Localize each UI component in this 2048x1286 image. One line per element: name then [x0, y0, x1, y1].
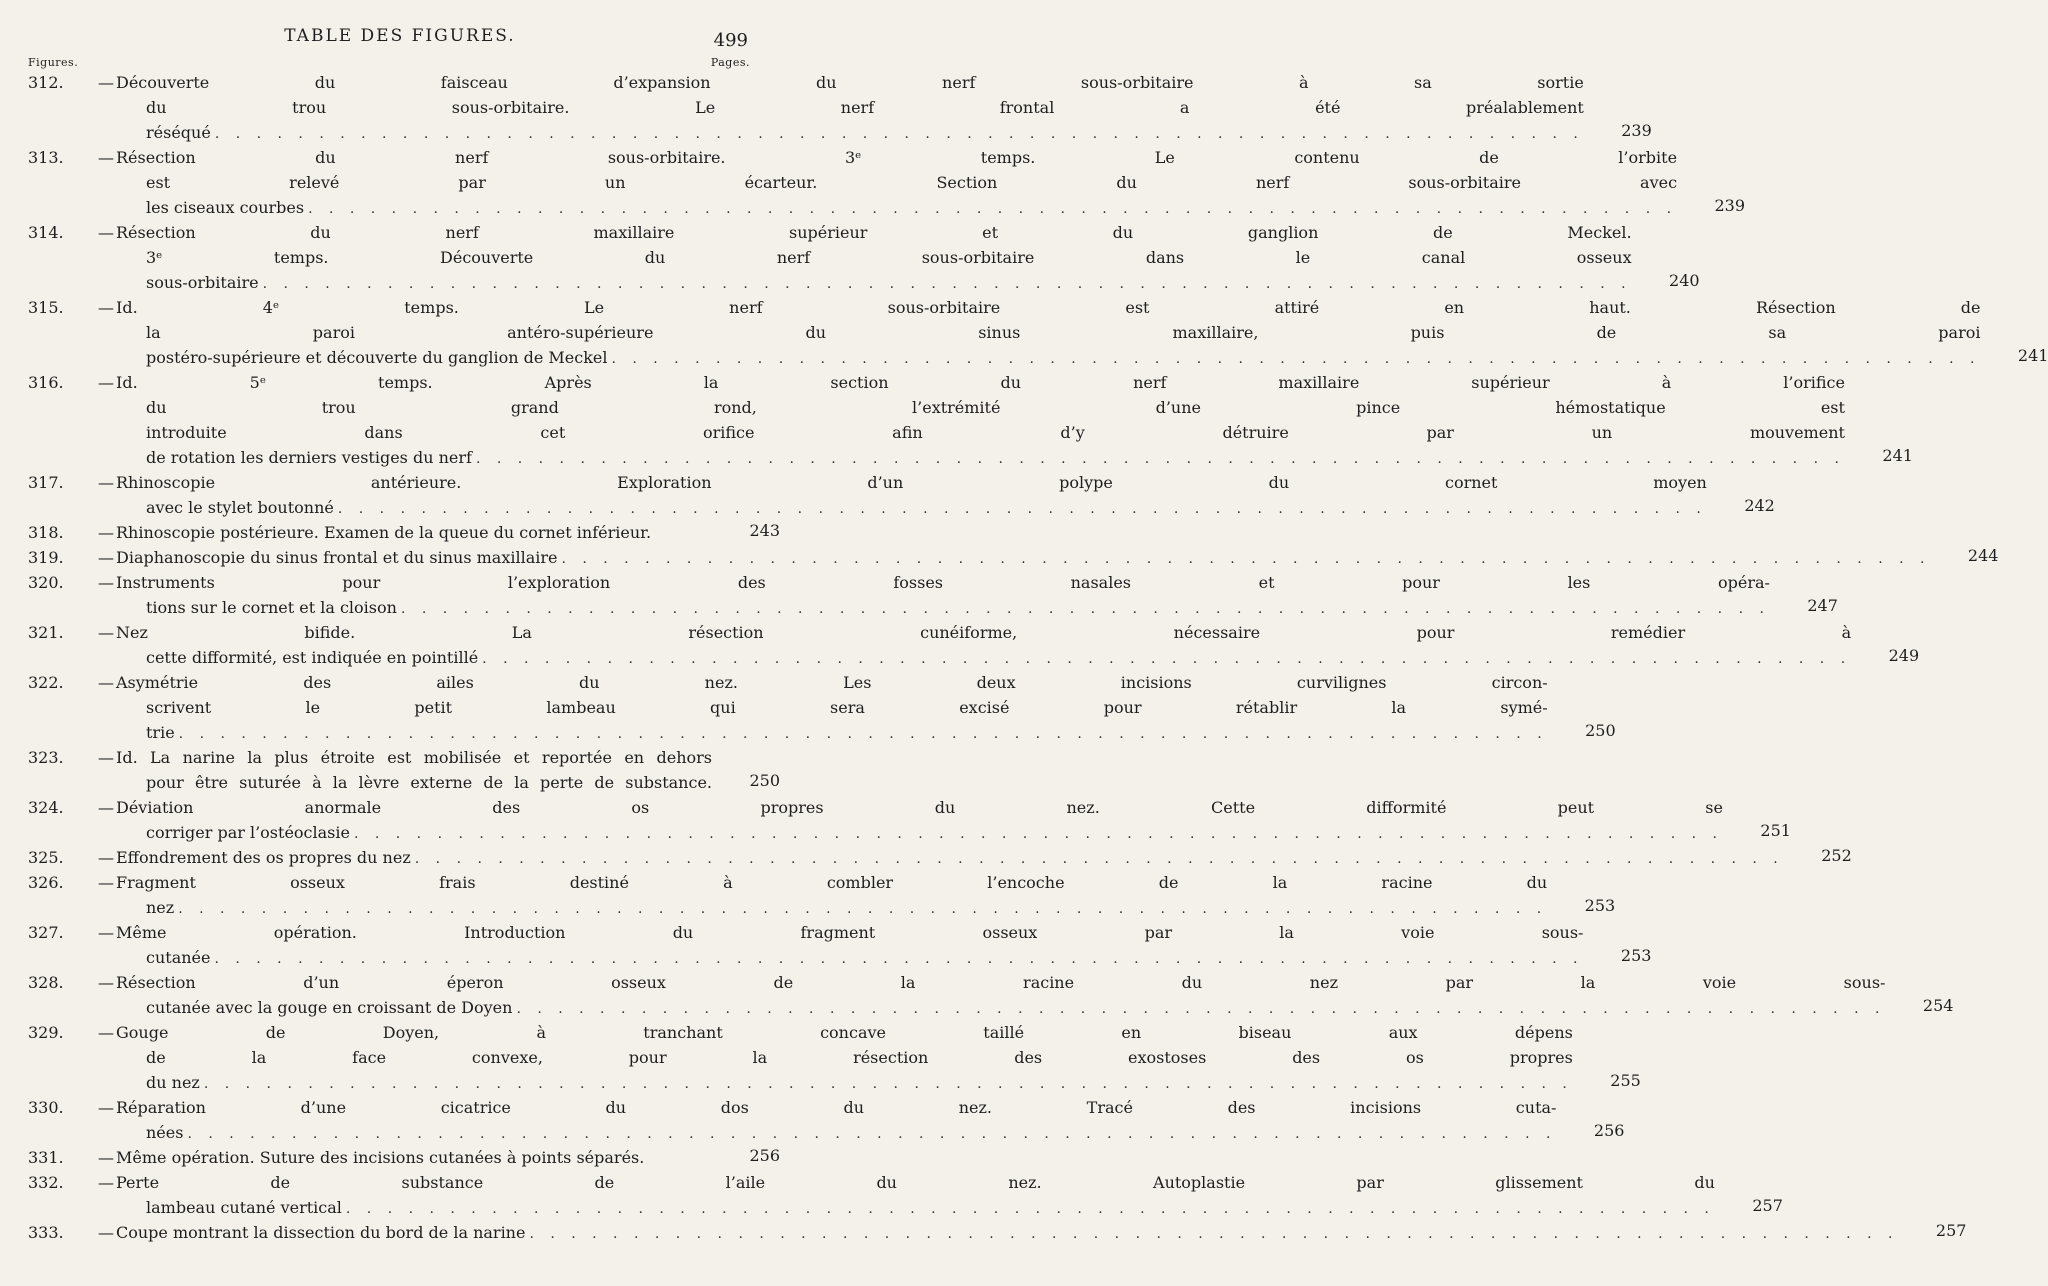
figure-number: 329.	[28, 1023, 64, 1042]
page-reference: 251	[1760, 821, 1791, 840]
figure-entry	[0, 145, 1746, 220]
caption-last-line	[146, 345, 1980, 370]
caption-continuation	[116, 170, 1677, 220]
caption-text: sous-orbitaire	[146, 273, 259, 292]
entry-dash: —	[98, 223, 114, 242]
caption-text: les ciseaux courbes	[146, 198, 305, 217]
figure-entry	[0, 795, 1791, 845]
page-reference: 257	[1935, 1221, 1967, 1240]
dot-leader	[354, 826, 1723, 842]
figure-caption	[116, 745, 780, 795]
dot-leader	[204, 1076, 1573, 1092]
figure-entry	[0, 570, 1838, 620]
figure-caption	[116, 670, 1616, 745]
figure-number: 327.	[28, 923, 64, 942]
figure-number: 323.	[28, 748, 64, 767]
page-reference: 241	[1882, 446, 1913, 465]
figure-caption	[116, 570, 1838, 620]
page-number: 499	[713, 30, 748, 51]
page-reference: 244	[1967, 546, 1999, 565]
figure-number: 333.	[28, 1223, 64, 1242]
figure-number: 317.	[28, 473, 64, 492]
caption-text: corriger par l’ostéoclasie	[146, 823, 350, 842]
caption-first-line: Rhinoscopie postérieure. Examen de la queue du cornet inférieur.	[116, 523, 652, 542]
caption-text: Effondrement des os propres du nez	[116, 848, 411, 867]
page-reference: 250	[749, 771, 780, 790]
caption-continuation	[116, 1045, 1573, 1095]
caption-continuation	[116, 595, 1770, 620]
dot-leader	[516, 1001, 1885, 1017]
page-reference: 240	[1669, 271, 1700, 290]
dot-leader	[561, 551, 1930, 567]
entry-dash: —	[98, 548, 114, 567]
dot-leader	[482, 651, 1851, 667]
figure-caption	[116, 370, 1913, 470]
figure-number: 326.	[28, 873, 64, 892]
caption-line: scrivent le petit lambeau qui sera excisé pour rétablir la symé-	[146, 698, 1548, 717]
figure-number: 314.	[28, 223, 64, 242]
figure-caption	[116, 970, 1954, 1020]
figure-entry	[0, 1020, 1641, 1095]
caption-last-line: pour être suturée à la lèvre externe de la perte de substance.	[146, 773, 712, 792]
caption-continuation	[116, 645, 1851, 670]
caption-continuation	[116, 1195, 1715, 1220]
caption-continuation	[116, 495, 1707, 520]
dot-leader	[401, 601, 1770, 617]
entry-dash: —	[98, 1148, 114, 1167]
caption-first-line: Gouge de Doyen, à tranchant concave taillé en biseau aux dépens	[116, 1023, 1573, 1042]
dot-leader	[214, 951, 1583, 967]
figure-number: 319.	[28, 548, 64, 567]
figure-number: 325.	[28, 848, 64, 867]
figure-entry	[0, 1220, 1967, 1245]
caption-last-line	[146, 1195, 1715, 1220]
page-reference: 257	[1752, 1196, 1783, 1215]
figure-entry	[0, 545, 1999, 570]
caption-text: Diaphanoscopie du sinus frontal et du sinus maxillaire	[116, 548, 558, 567]
figure-entry	[0, 70, 1652, 145]
figure-caption	[116, 1095, 1625, 1145]
figures-column-label: Figures.	[28, 56, 79, 69]
figure-number: 328.	[28, 973, 64, 992]
caption-text: cutanée avec la gouge en croissant de Doyen	[146, 998, 513, 1017]
page-reference: 252	[1821, 846, 1852, 865]
entry-dash: —	[98, 1173, 114, 1192]
figure-caption	[116, 70, 1652, 145]
page-reference: 249	[1888, 646, 1920, 665]
caption-last-line	[146, 820, 1723, 845]
figure-number: 313.	[28, 148, 64, 167]
entry-dash: —	[98, 473, 114, 492]
caption-text: du nez	[146, 1073, 200, 1092]
caption-text: avec le stylet boutonné	[146, 498, 334, 517]
dot-leader	[529, 1226, 1898, 1242]
figure-entry	[0, 970, 1954, 1020]
caption-continuation	[116, 320, 1980, 370]
caption-last-line	[146, 195, 1677, 220]
figure-entry	[0, 370, 1913, 470]
caption-text: nées	[146, 1123, 184, 1142]
figure-number: 330.	[28, 1098, 64, 1117]
figure-entry	[0, 670, 1616, 745]
caption-last-line	[146, 645, 1851, 670]
caption-continuation	[116, 395, 1845, 470]
page-reference: 250	[1585, 721, 1616, 740]
figure-entry	[0, 845, 1852, 870]
caption-continuation	[116, 820, 1723, 845]
entry-dash: —	[98, 923, 114, 942]
figure-entry	[0, 470, 1775, 520]
dot-leader	[308, 201, 1677, 217]
entry-dash: —	[98, 873, 114, 892]
figure-number: 324.	[28, 798, 64, 817]
figure-entry	[0, 220, 1700, 295]
caption-line: 3ᵉ temps. Découverte du nerf sous-orbitaire dans le canal osseux	[146, 248, 1632, 267]
dot-leader	[215, 126, 1584, 142]
entry-dash: —	[98, 1098, 114, 1117]
caption-last-line	[146, 120, 1584, 145]
dot-leader	[346, 1201, 1715, 1217]
caption-last-line	[146, 995, 1885, 1020]
figure-entry	[0, 295, 2048, 370]
dot-leader	[187, 1126, 1556, 1142]
entry-dash: —	[98, 1223, 114, 1242]
caption-line: du trou sous-orbitaire. Le nerf frontal a été préalablement	[146, 98, 1584, 117]
dot-leader	[476, 451, 1845, 467]
figure-caption	[116, 1145, 780, 1170]
entry-dash: —	[98, 298, 114, 317]
figure-caption	[116, 295, 2048, 370]
caption-text: trie	[146, 723, 175, 742]
figure-caption	[116, 1020, 1641, 1095]
caption-last-line	[146, 595, 1770, 620]
entry-dash: —	[98, 673, 114, 692]
entry-dash: —	[98, 373, 114, 392]
caption-first-line: Résection du nerf maxillaire supérieur et du ganglion de Meckel.	[116, 223, 1632, 242]
entry-dash: —	[98, 73, 114, 92]
figure-entry	[0, 1095, 1625, 1145]
caption-text: lambeau cutané vertical	[146, 1198, 342, 1217]
figure-caption	[116, 845, 1852, 870]
figure-number: 322.	[28, 673, 64, 692]
caption-continuation	[116, 1120, 1556, 1145]
figure-caption	[116, 520, 780, 545]
figure-caption	[116, 220, 1700, 295]
page-reference: 254	[1922, 996, 1954, 1015]
figure-entry	[0, 520, 800, 545]
figure-entry	[0, 1170, 1783, 1220]
figure-caption	[116, 795, 1791, 845]
caption-first-line: Instruments pour l’exploration des fosses nasales et pour les opéra-	[116, 573, 1770, 592]
dot-leader	[263, 276, 1632, 292]
dot-leader	[178, 901, 1547, 917]
caption-last-line	[146, 720, 1548, 745]
figure-number: 315.	[28, 298, 64, 317]
page-reference: 239	[1714, 196, 1746, 215]
page-reference: 253	[1620, 946, 1652, 965]
caption-first-line: Résection d’un éperon osseux de la racine du nez par la voie sous-	[116, 973, 1886, 992]
figure-number: 318.	[28, 523, 64, 542]
caption-line: introduite dans cet orifice afin d’y détruire par un mouvement	[146, 423, 1845, 442]
caption-text: cette difformité, est indiquée en pointillé	[146, 648, 479, 667]
caption-last-line	[146, 1120, 1556, 1145]
caption-first-line	[116, 1220, 1898, 1245]
dot-leader	[179, 726, 1548, 742]
figure-number: 312.	[28, 73, 64, 92]
figure-number: 316.	[28, 373, 64, 392]
figure-caption	[116, 470, 1775, 520]
entry-dash: —	[98, 148, 114, 167]
caption-first-line: Déviation anormale des os propres du nez. Cette difformité peut se	[116, 798, 1723, 817]
figure-caption	[116, 870, 1616, 920]
figure-list	[0, 70, 2048, 1245]
caption-continuation	[116, 945, 1583, 970]
caption-first-line: Réparation d’une cicatrice du dos du nez. Tracé des incisions cuta-	[116, 1098, 1557, 1117]
caption-first-line: Perte de substance de l’aile du nez. Autoplastie par glissement du	[116, 1173, 1715, 1192]
caption-first-line	[116, 545, 1930, 570]
caption-text: nez	[146, 898, 175, 917]
page-reference: 243	[749, 521, 780, 540]
caption-last-line	[146, 945, 1583, 970]
caption-line: est relevé par un écarteur. Section du nerf sous-orbitaire avec	[146, 173, 1678, 192]
caption-line: du trou grand rond, l’extrémité d’une pince hémostatique est	[146, 398, 1845, 417]
caption-first-line: Asymétrie des ailes du nez. Les deux incisions curvilignes circon-	[116, 673, 1548, 692]
caption-first-line: Même opération. Suture des incisions cutanées à points séparés.	[116, 1148, 645, 1167]
caption-continuation	[116, 995, 1885, 1020]
page-reference: 253	[1584, 896, 1616, 915]
caption-last-line	[146, 445, 1845, 470]
figure-entry	[0, 1145, 800, 1170]
entry-dash: —	[98, 623, 114, 642]
figure-caption	[116, 1170, 1783, 1220]
figure-number: 331.	[28, 1148, 64, 1167]
entry-dash: —	[98, 573, 114, 592]
caption-first-line: Nez bifide. La résection cunéiforme, nécessaire pour remédier à	[116, 623, 1852, 642]
running-title: TABLE DES FIGURES.	[284, 26, 516, 46]
figure-entry	[0, 620, 1920, 670]
caption-last-line	[146, 495, 1707, 520]
page-reference: 239	[1621, 121, 1652, 140]
figure-caption	[116, 1220, 1967, 1245]
caption-continuation	[116, 95, 1584, 145]
caption-first-line: Id. La narine la plus étroite est mobilisée et reportée en dehors	[116, 748, 712, 767]
page-reference: 256	[1593, 1121, 1625, 1140]
entry-dash: —	[98, 748, 114, 767]
caption-continuation	[116, 770, 712, 795]
caption-line: la paroi antéro-supérieure du sinus maxillaire, puis de sa paroi	[146, 323, 1981, 342]
caption-text: tions sur le cornet et la cloison	[146, 598, 397, 617]
caption-line: de la face convexe, pour la résection des exostoses des os propres	[146, 1048, 1573, 1067]
caption-text: de rotation les derniers vestiges du nerf	[146, 448, 472, 467]
page-reference: 247	[1807, 596, 1838, 615]
caption-first-line: Id. 5ᵉ temps. Après la section du nerf maxillaire supérieur à l’orifice	[116, 373, 1845, 392]
caption-first-line: Même opération. Introduction du fragment osseux par la voie sous-	[116, 923, 1584, 942]
figure-caption	[116, 620, 1920, 670]
page-reference: 241	[2017, 346, 2048, 365]
figure-entry	[0, 870, 1616, 920]
page-reference: 242	[1744, 496, 1775, 515]
caption-continuation	[116, 245, 1632, 295]
figure-entry	[0, 745, 800, 795]
figure-caption	[116, 545, 1999, 570]
caption-first-line: Id. 4ᵉ temps. Le nerf sous-orbitaire est attiré en haut. Résection de	[116, 298, 1981, 317]
caption-last-line	[146, 270, 1632, 295]
caption-last-line	[146, 1070, 1573, 1095]
dot-leader	[415, 851, 1784, 867]
caption-first-line: Résection du nerf sous-orbitaire. 3ᵉ temps. Le contenu de l’orbite	[116, 148, 1678, 167]
caption-text: cutanée	[146, 948, 211, 967]
entry-dash: —	[98, 848, 114, 867]
caption-first-line: Rhinoscopie antérieure. Exploration d’un polype du cornet moyen	[116, 473, 1707, 492]
dot-leader	[611, 351, 1980, 367]
figure-caption	[116, 920, 1652, 970]
caption-text: réséqué	[146, 123, 211, 142]
entry-dash: —	[98, 523, 114, 542]
page-reference: 255	[1610, 1071, 1641, 1090]
caption-first-line: Découverte du faisceau d’expansion du nerf sous-orbitaire à sa sortie	[116, 73, 1584, 92]
figure-entry	[0, 920, 1652, 970]
caption-continuation	[116, 695, 1548, 745]
dot-leader	[338, 501, 1707, 517]
entry-dash: —	[98, 973, 114, 992]
caption-text: postéro-supérieure et découverte du ganglion de Meckel	[146, 348, 608, 367]
pages-column-label: Pages.	[710, 56, 750, 69]
caption-first-line	[116, 845, 1784, 870]
entry-dash: —	[98, 798, 114, 817]
figure-number: 320.	[28, 573, 64, 592]
caption-continuation	[116, 895, 1547, 920]
caption-text: Coupe montrant la dissection du bord de la narine	[116, 1223, 526, 1242]
figure-caption	[116, 145, 1746, 220]
page-reference: 256	[749, 1146, 780, 1165]
entry-dash: —	[98, 1023, 114, 1042]
figure-number: 332.	[28, 1173, 64, 1192]
figure-number: 321.	[28, 623, 64, 642]
caption-last-line	[146, 895, 1547, 920]
caption-first-line: Fragment osseux frais destiné à combler l’encoche de la racine du	[116, 873, 1548, 892]
